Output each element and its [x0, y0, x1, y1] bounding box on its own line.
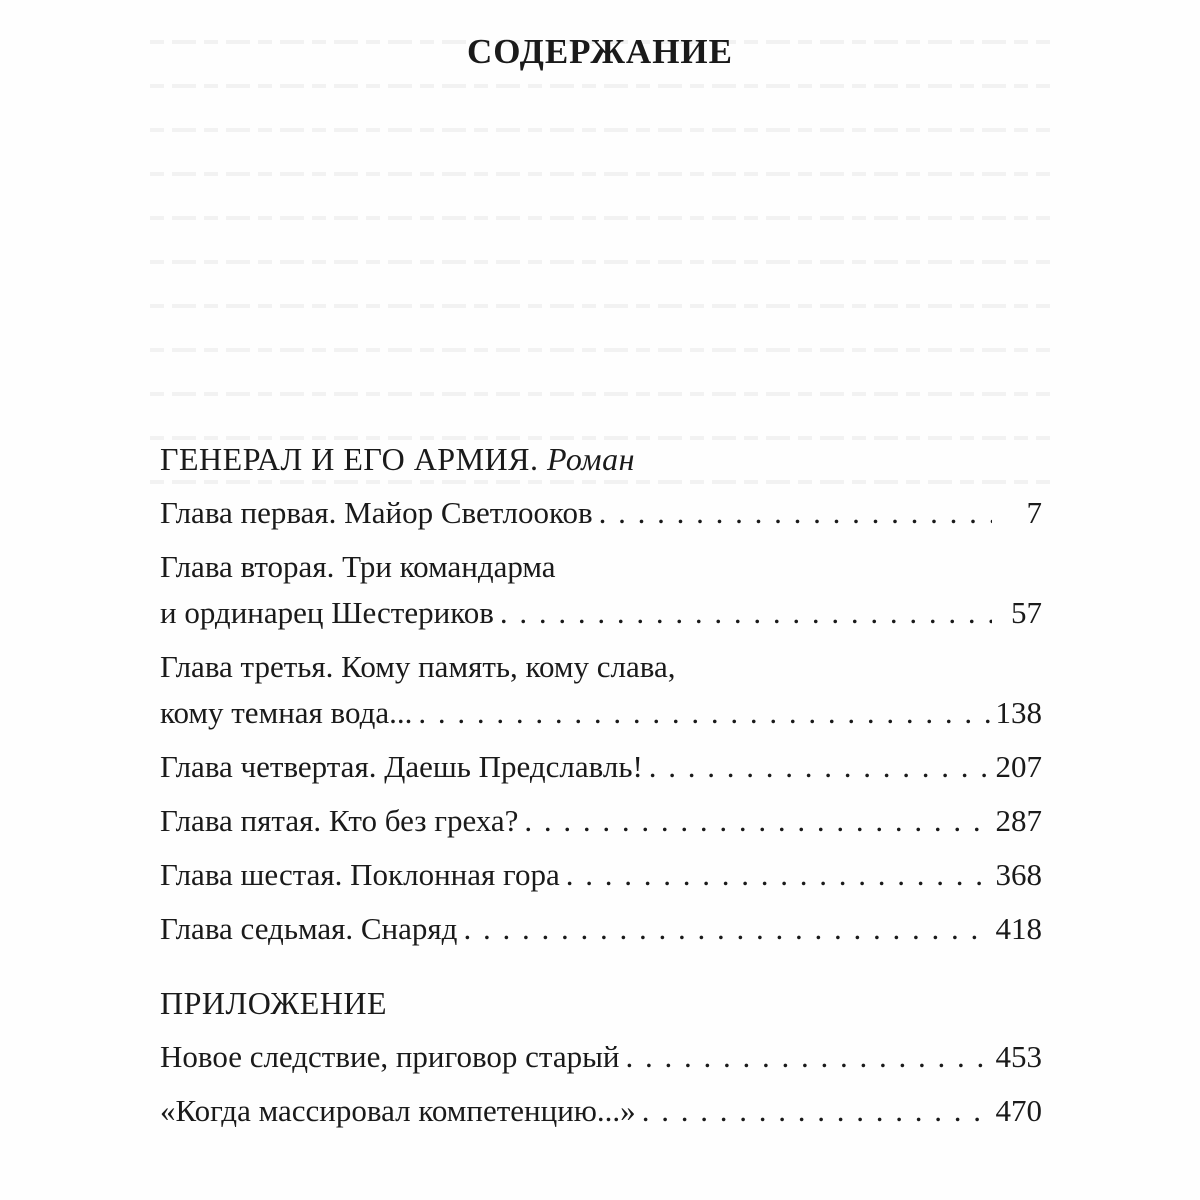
- table-of-contents: [160, 436, 1042, 1134]
- toc-entry-title: кому темная вода...: [160, 695, 413, 730]
- toc-entry-chapter-5[interactable]: [160, 798, 1042, 844]
- toc-entry-page: 453: [995, 1039, 1042, 1074]
- toc-entry-chapter-6[interactable]: [160, 852, 1042, 898]
- toc-entry-page: 368: [995, 857, 1042, 892]
- dot-leader: [649, 744, 990, 790]
- toc-entry-page: 470: [995, 1093, 1042, 1128]
- toc-entry-title: Глава четвертая. Даешь Предславль!: [160, 749, 643, 784]
- dot-leader: [418, 690, 989, 736]
- dot-leader: [500, 590, 992, 636]
- dot-leader: [642, 1088, 990, 1134]
- toc-entry-page: 57: [1011, 595, 1042, 630]
- toc-entry-chapter-2[interactable]: [160, 544, 1042, 636]
- toc-entry-title: Глава первая. Майор Светлооков: [160, 495, 593, 530]
- toc-entry-title: Новое следствие, приговор старый: [160, 1039, 620, 1074]
- page-title: СОДЕРЖАНИЕ: [466, 32, 733, 71]
- section-heading-novel: [160, 436, 1042, 482]
- toc-entry-page: 207: [995, 749, 1042, 784]
- toc-entry-page: 7: [1026, 495, 1042, 530]
- dot-leader: [599, 490, 992, 536]
- dot-leader: [524, 798, 989, 844]
- toc-entry-appendix-1[interactable]: [160, 1034, 1042, 1080]
- toc-entry-page: 418: [995, 911, 1042, 946]
- dot-leader: [626, 1034, 990, 1080]
- toc-entry-page: 287: [995, 803, 1042, 838]
- section-heading-title: ГЕНЕРАЛ И ЕГО АРМИЯ.: [160, 441, 539, 477]
- toc-entry-title-line1: Глава вторая. Три командарма: [160, 549, 556, 584]
- toc-entry-title: Глава шестая. Поклонная гора: [160, 857, 560, 892]
- dot-leader: [566, 852, 990, 898]
- toc-entry-chapter-4[interactable]: [160, 744, 1042, 790]
- toc-entry-page: 138: [995, 695, 1042, 730]
- toc-entry-chapter-1[interactable]: [160, 490, 1042, 536]
- toc-entry-title: Глава седьмая. Снаряд: [160, 911, 458, 946]
- toc-entry-title-line1: Глава третья. Кому память, кому слава,: [160, 649, 676, 684]
- section-heading-appendix: ПРИЛОЖЕНИЕ: [160, 985, 388, 1021]
- section-heading-genre: Роман: [547, 441, 635, 477]
- toc-entry-title: Глава пятая. Кто без греха?: [160, 803, 519, 838]
- toc-entry-appendix-2[interactable]: [160, 1088, 1042, 1134]
- toc-entry-title: и ординарец Шестериков: [160, 595, 494, 630]
- toc-entry-chapter-7[interactable]: [160, 906, 1042, 952]
- dot-leader: [463, 906, 989, 952]
- toc-entry-title: «Когда массировал компетенцию...»: [160, 1093, 636, 1128]
- toc-entry-chapter-3[interactable]: [160, 644, 1042, 736]
